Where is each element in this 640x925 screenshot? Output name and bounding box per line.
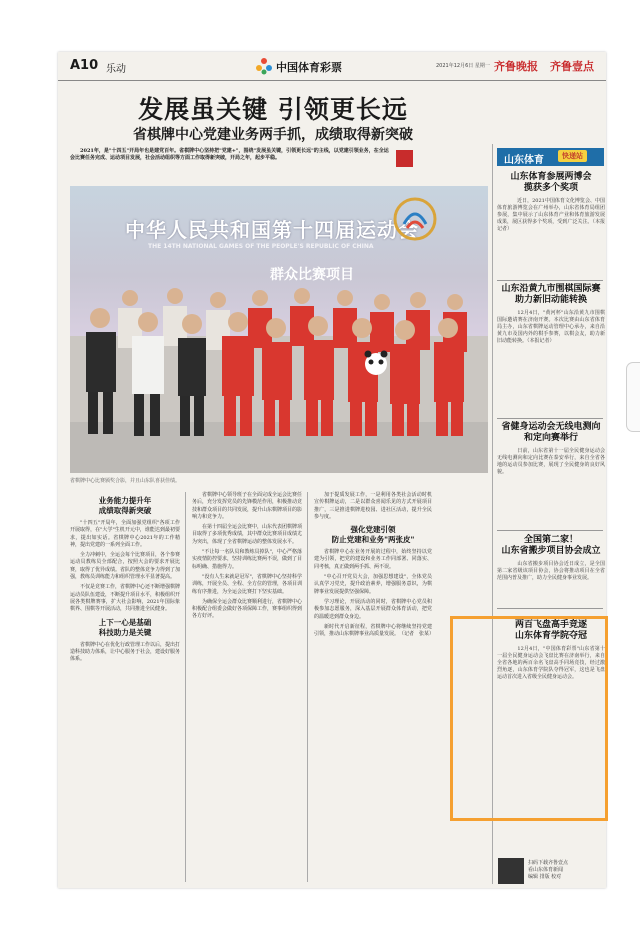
- article-column-2: [192, 492, 302, 624]
- sidebar-item-body: 12月4日，"黄河杯"山东沿黄九市围棋国际邀请赛在济南开赛。本次比赛由山东省体育局主办，山东省棋牌运动管理中心承办，来自沿黄九市及国内外的棋手参赛，以棋会友，助力新旧动能转换。（本报记者）: [497, 310, 605, 344]
- sidebar-item-body: 近日，2021中国体育文化博览会、中国体育旅游博览会在广州举办，山东省体育局组团参展，集中展示了山东体育产业和体育旅游发展成果，展区获得多个奖项，受到广泛关注。（本报记者）: [497, 198, 605, 232]
- sidebar-banner-tag: 快递站: [558, 150, 587, 162]
- sidebar-item-title: 山东沿黄九市围棋国际赛 助力新旧动能转换: [501, 284, 601, 305]
- sidebar-item-title: 省健身运动会无线电测向 和定向赛举行: [501, 422, 601, 443]
- section-name: 乐动: [106, 64, 126, 75]
- sidebar-banner-title: 山东体育: [504, 155, 544, 166]
- sidebar-news-item: [497, 172, 605, 233]
- backdrop-title: 中华人民共和国第十四届运动会: [125, 218, 419, 242]
- people-illustration: [70, 186, 488, 473]
- sidebar-news-item: [497, 535, 605, 582]
- column-1-heading-2: 上下一心是基础 科技助力是关键: [98, 617, 152, 637]
- article-intro: 2021年，是"十四五"开局年也是建党百年。省棋牌中心坚持把"党建+"，围绕"发展虽关键，引领更长远"的主线，以党建引领业务，在全运会比赛任务完成、运动项目发展，社会活动组织等方面工作取得新突破，开局之年，起步平稳。: [70, 148, 389, 161]
- column-divider: [307, 492, 308, 882]
- sidebar-footer: 扫码下载齐鲁壹点 看山东体育新闻 编辑 排版 校对: [528, 860, 569, 880]
- sidebar-item-body: 12月4日，"中国体育彩票"山东省第十一届全民健身运动会飞盘比赛在济南举行，来自全省各地的两百余名飞盘高手同场竞技，经过激烈角逐，山东体育学院队夺得冠军，这也是飞盘运动首次进入省级全民健身运动会。: [497, 646, 605, 680]
- sidebar-divider-line: [497, 608, 603, 609]
- masthead: [58, 52, 606, 81]
- column-1-paragraph: 不仅是竞赛工作，省棋牌中心还不断增强棋牌运动员队伍建设，不断提升项目水平，积极组织开展各类棋牌赛事，扩大社会影响，2021年国际象棋界、围棋等开展活动，共同推进全民健身。: [70, 584, 181, 613]
- sidebar-item-body: 日前，山东省第十一届全民健身运动会无线电测向和定向比赛在泰安举行，来自全省各地的运动员参加比赛，展现了全民健身的良好风貌。: [497, 448, 605, 475]
- column-1-paragraph: 全力冲刺中，全运会每个比赛项目，各个参赛运动员教练员全部配合，按照大会的要求开展比赛，取得了优异成绩。省队的整体竞争力得到了加强，教练员训练能力和组织管理水平显著提高。: [70, 552, 181, 581]
- sidebar-news-item: [497, 284, 605, 345]
- photo-caption: 省棋牌中心比赛颁奖合影，并且山东队喜获佳绩。: [70, 478, 181, 484]
- newspaper-brand: 齐鲁晚报: [494, 60, 538, 73]
- backdrop-event: 群众比赛项目: [270, 267, 354, 283]
- column-2-paragraph: "不让每一名队员和教练员掉队"，中心严格落实疫情防控要求，坚持训练比赛两不误，做到了目标明确、措施得力。: [192, 549, 303, 570]
- column-1-paragraph: "十四五"开局年，全面加强党组织"各项工作开展取得，在"大学"生机开元中，谁能达到最初要求，提出如实话。省棋牌中心2021年的工作精神，提出党建的一系列全面工作。: [70, 520, 180, 548]
- issue-date: 2021年12月6日 星期一: [436, 63, 490, 69]
- sidebar-divider-line: [497, 418, 603, 419]
- column-3-paragraph: 新时代开启新征程，省棋牌中心将继续坚持党建引领，推动山东棋牌事业高质量发展。 （记者 张某）: [314, 623, 435, 638]
- column-2-paragraph: 在第十四届全运会比赛中，山东代表团棋牌项目取得了多项优秀成绩，其中群众比赛项目成绩尤为突出，体现了全省棋牌运动的整体发展水平。: [192, 524, 303, 545]
- column-1-heading: 业务能力提升年 成绩取得新突破: [98, 496, 152, 515]
- sidebar-item-body: 山东省搬步项目协会近日成立，是全国第二家省级该项目协会，协会将推动项目在全省范围内普及推广，助力全民健身事业发展。: [497, 561, 605, 581]
- lottery-logo-text: 中国体育彩票: [276, 61, 342, 74]
- column-1-paragraph: 省棋牌中心在优化行政管理工作以后，提出打造科技助力体系，让中心服务于社会，建设好服务体系。: [70, 641, 181, 663]
- article-subhead: 省棋牌中心党建业务两手抓，成绩取得新突破: [133, 127, 413, 143]
- column-3-heading: 强化党建引领 防止党建和业务"两张皮": [331, 525, 415, 545]
- sidebar-item-title: 山东体育参展两博会 揽获多个奖项: [510, 172, 592, 193]
- sidebar-divider-line: [497, 280, 603, 281]
- column-3-paragraph: 学习理论，开展活动的同时，省棋牌中心党员积极参加志愿服务，深入基层开展群众体育活动，把党的温暖送到群众身边。: [314, 598, 432, 620]
- article-headline: 发展虽关键 引领更长远: [138, 95, 408, 124]
- sidebar-item-title: 全国第二家！ 山东省搬步项目协会成立: [501, 535, 601, 556]
- sidebar-divider-line: [497, 530, 603, 531]
- app-brand: 齐鲁壹点: [550, 60, 594, 73]
- scroll-handle[interactable]: [626, 362, 640, 432]
- red-seal-icon: [396, 150, 413, 167]
- column-3-paragraph: 加于提质发展工作，一是利用各类社会活动时机宣传棋牌运动，二是以群众喜闻乐见的方式开展项目推广，三是推进棋牌进校园、进社区活动，提升全民参与度。: [314, 492, 432, 520]
- column-2-paragraph: 为确保全运会群众比赛顺利进行，省棋牌中心积极配合组委会做好各项保障工作，赛事组织得到各方好评。: [192, 598, 303, 620]
- article-column-3: [314, 492, 435, 641]
- sidebar-news-item: [497, 422, 605, 476]
- article-column-1: [70, 492, 180, 666]
- column-2-paragraph: 省棋牌中心领导班子在全面完成全运会比赛任务后，充分发挥党员的先锋模范作用，积极推动竞技和群众项目的共同发展，提升山东棋牌项目的影响力和竞争力。: [192, 492, 303, 520]
- backdrop-subtitle: THE 14TH NATIONAL GAMES OF THE PEOPLE'S REPUBLIC OF CHINA: [148, 243, 374, 250]
- column-divider: [185, 492, 186, 882]
- group-photo: [70, 186, 488, 473]
- column-3-paragraph: "中心召开党员大会，加强思想建设"，全体党员认真学习党史，提升政治素养，增强服务意识，为棋牌事业发展提供坚强保障。: [314, 574, 432, 595]
- column-2-paragraph: "没有人生来就是冠军"，省棋牌中心坚持科学训练，开展全员、全程、全方位的管理，各项目训练有序推进，为全运会比赛打下坚实基础。: [192, 573, 303, 595]
- highlight-box: [450, 616, 608, 821]
- column-3-paragraph: 省棋牌中心在业务开展的过程中，始终坚持以党建为引领，把党的建设和业务工作同部署、同落实、同考核，真正做到两手抓、两不误。: [314, 549, 432, 570]
- sidebar-item-title: 两百飞盘高手竞逐 山东体育学院夺冠: [514, 620, 587, 641]
- page-number: A10: [70, 58, 99, 73]
- qr-code-icon: [498, 858, 524, 884]
- lottery-logo-icon: [255, 57, 273, 75]
